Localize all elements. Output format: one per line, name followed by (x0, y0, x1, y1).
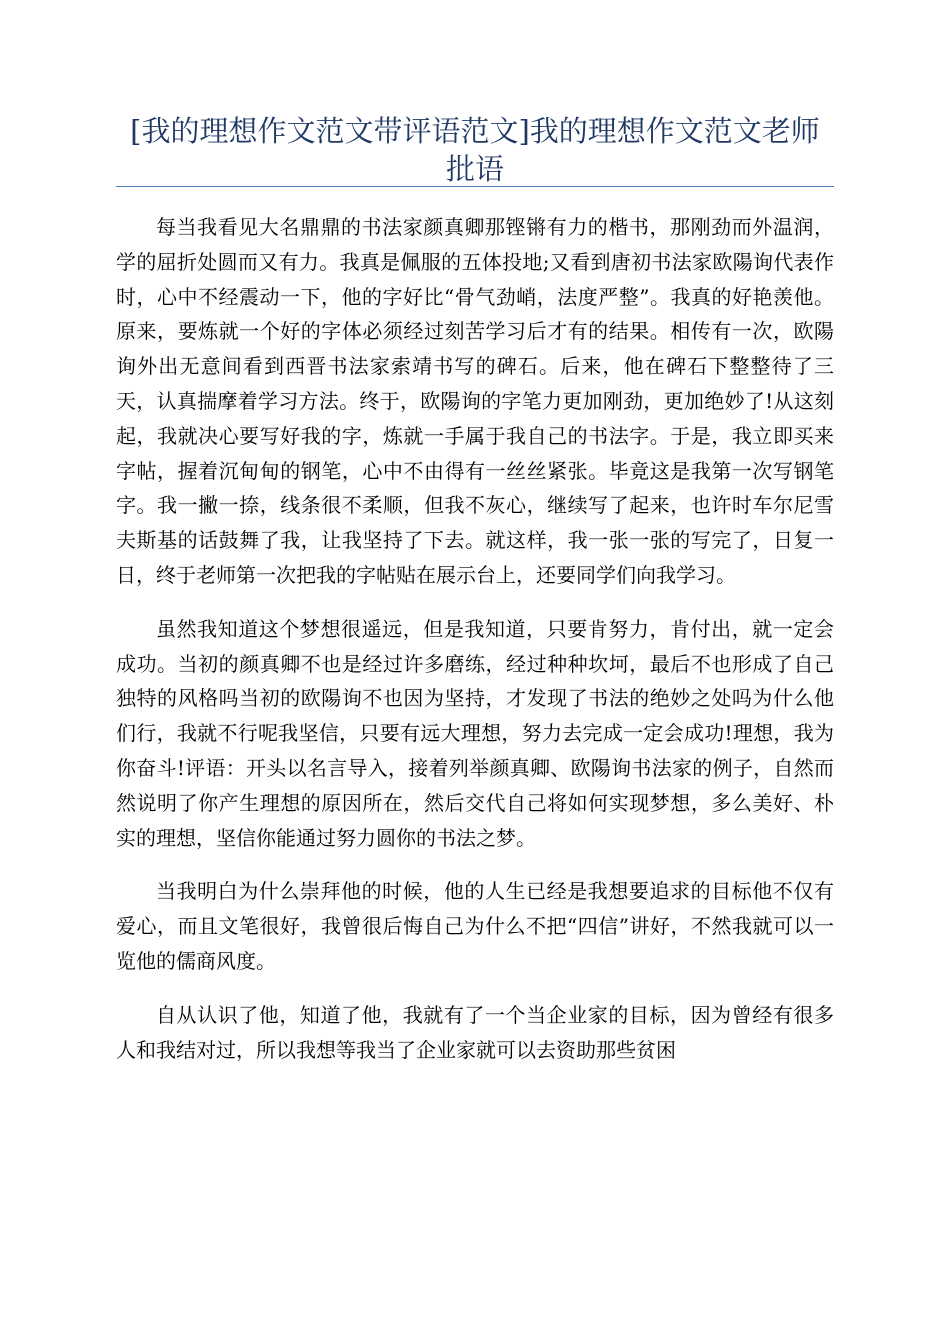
body-paragraph: 当我明白为什么崇拜他的时候，他的人生已经是我想要追求的目标他不仅有爱心，而且文笔很好，我曾很后悔自己为什么不把“四信”讲好，不然我就可以一览他的儒商风度。 (116, 879, 834, 973)
title-underline (116, 186, 834, 187)
body-paragraph: 每当我看见大名鼎鼎的书法家颜真卿那铿锵有力的楷书，那刚劲而外温润，学的屈折处圆而又有力。我真是佩服的五体投地;又看到唐初书法家欧陽询代表作时，心中不经震动一下，他的字好比“骨气劲峭，法度严整”。我真的好艳羡他。原来，要炼就一个好的字体必须经过刻苦学习后才有的结果。相传有一次，欧陽询外出无意间看到西晋书法家索靖书写的碑石。后来，他在碑石下整整待了三天，认真揣摩着学习方法。终于，欧陽询的字笔力更加刚劲，更加绝妙了!从这刻起，我就决心要写好我的字，炼就一手属于我自己的书法字。于是，我立即买来字帖，握着沉甸甸的钢笔，心中不由得有一丝丝紧张。毕竟这是我第一次写钢笔字。我一撇一捺，线条很不柔顺，但我不灰心，继续写了起来，也许时车尔尼雪夫斯基的话鼓舞了我，让我坚持了下去。就这样，我一张一张的写完了，日复一日，终于老师第一次把我的字帖贴在展示台上，还要同学们向我学习。 (116, 215, 834, 587)
document-title: [我的理想作文范文带评语范文]我的理想作文范文老师批语 (130, 114, 820, 186)
document-body (116, 210, 834, 1086)
body-paragraph: 虽然我知道这个梦想很遥远，但是我知道，只要肯努力，肯付出，就一定会成功。当初的颜真卿不也是经过许多磨练，经过种种坎坷，最后不也形成了自己独特的风格吗当初的欧陽询不也因为坚持，才发现了书法的绝妙之处吗为什么他们行，我就不行呢我坚信，只要有远大理想，努力去完成一定会成功!理想，我为你奋斗!评语：开头以名言导入，接着列举颜真卿、欧陽询书法家的例子，自然而然说明了你产生理想的原因所在，然后交代自己将如何实现梦想，多么美好、朴实的理想，坚信你能通过努力圆你的书法之梦。 (116, 616, 834, 850)
body-paragraph: 自从认识了他，知道了他，我就有了一个当企业家的目标，因为曾经有很多人和我结对过，所以我想等我当了企业家就可以去资助那些贫困 (116, 1002, 834, 1062)
